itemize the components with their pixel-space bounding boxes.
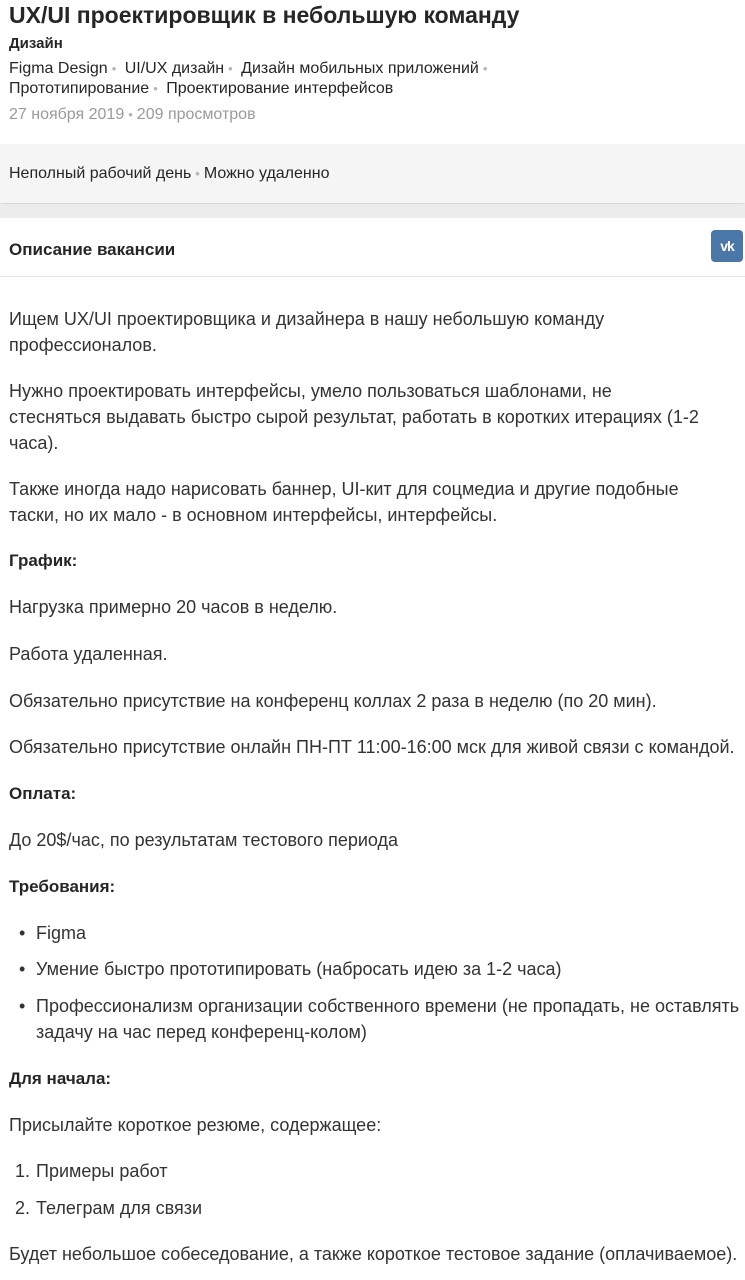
- pay-line: До 20$/час, по результатам тестового периода: [9, 830, 399, 850]
- tasks-paragraph: [9, 378, 745, 456]
- schedule-line: Обязательно присутствие онлайн ПН-ПТ 11:00-16:00 мск для живой связи с командой.: [9, 737, 735, 757]
- meta-separator: •: [128, 107, 133, 122]
- job-title: UX/UI проектировщик в небольшую команду: [9, 2, 520, 28]
- schedule-line: Обязательно присутствие на конференц коллах 2 раза в неделю (по 20 мин).: [9, 691, 657, 711]
- vk-share-button[interactable]: [711, 230, 743, 262]
- text-line: Нужно проектировать интерфейсы, умело пользоваться шаблонами, не: [9, 381, 612, 401]
- list-item-text: задачу на час перед конференц-колом): [36, 1022, 367, 1042]
- start-intro: Присылайте короткое резюме, содержащее:: [9, 1115, 382, 1135]
- closing-line: Будет небольшое собеседование, а также короткое тестовое задание (оплачиваемое).: [9, 1244, 738, 1264]
- text-line: таски, но их мало - в основном интерфейсы, интерфейсы.: [9, 505, 498, 525]
- tag-mobile-design[interactable]: Дизайн мобильных приложений: [241, 60, 479, 77]
- remote-option: Можно удаленно: [203, 165, 330, 182]
- list-item: [9, 993, 745, 1045]
- schedule-line: Нагрузка примерно 20 часов в неделю.: [9, 597, 338, 617]
- list-item-text: Figma: [36, 923, 87, 943]
- view-count: 209 просмотров: [136, 106, 256, 123]
- tag-separator: •: [482, 61, 488, 76]
- employment-separator: •: [195, 166, 200, 181]
- pay-heading: Оплата:: [9, 784, 77, 803]
- extra-tasks-paragraph: [9, 476, 745, 528]
- list-number: 1.: [15, 1161, 31, 1181]
- text-line: Также иногда надо нарисовать баннер, UI-кит для соцмедиа и другие подобные: [9, 479, 679, 499]
- post-date: 27 ноября 2019: [9, 106, 125, 123]
- text-line: стесняться выдавать быстро сырой результат, работать в коротких итерациях (1-2: [9, 407, 699, 427]
- tag-figma-design[interactable]: Figma Design: [9, 60, 108, 77]
- tag-interface-design[interactable]: Проектирование интерфейсов: [166, 80, 394, 97]
- post-meta: [9, 105, 256, 125]
- start-heading: Для начала:: [9, 1069, 112, 1088]
- schedule-heading: График:: [9, 551, 78, 570]
- tag-separator: •: [153, 81, 158, 96]
- employment-info: [9, 164, 329, 184]
- employment-strip: [0, 144, 745, 203]
- list-item-text: Примеры работ: [36, 1161, 168, 1181]
- list-item: [9, 956, 745, 982]
- text-line: часа).: [9, 433, 59, 453]
- intro-paragraph: [9, 306, 745, 358]
- text-line: профессионалов.: [9, 335, 157, 355]
- employment-type: Неполный рабочий день: [9, 165, 192, 182]
- list-number: 2.: [15, 1198, 31, 1218]
- section-divider: [0, 204, 745, 218]
- list-item-text: Умение быстро прототипировать (набросать идею за 1-2 часа): [36, 959, 562, 979]
- job-description: [9, 306, 745, 1267]
- text-line: Ищем UX/UI проектировщика и дизайнера в нашу небольшую команду: [9, 309, 605, 329]
- requirements-heading: Требования:: [9, 877, 116, 896]
- vk-icon: vk: [720, 238, 734, 254]
- list-item: [9, 1158, 745, 1184]
- section-title: Описание вакансии: [9, 240, 176, 259]
- tag-separator: •: [228, 61, 233, 76]
- start-list: [9, 1158, 745, 1221]
- list-item: [9, 1195, 745, 1221]
- description-header: [0, 218, 745, 277]
- tag-uiux-design[interactable]: UI/UX дизайн: [124, 60, 225, 77]
- skill-tags: [9, 59, 569, 99]
- tag-prototyping[interactable]: Прототипирование: [9, 80, 150, 97]
- list-item: [9, 920, 745, 946]
- list-item-text: Профессионализм организации собственного времени (не пропадать, не оставлять: [36, 996, 740, 1016]
- list-item-text: Телеграм для связи: [36, 1198, 203, 1218]
- schedule-line: Работа удаленная.: [9, 644, 168, 664]
- tag-separator: •: [111, 61, 117, 76]
- job-category[interactable]: Дизайн: [9, 35, 63, 52]
- requirements-list: [9, 920, 745, 1045]
